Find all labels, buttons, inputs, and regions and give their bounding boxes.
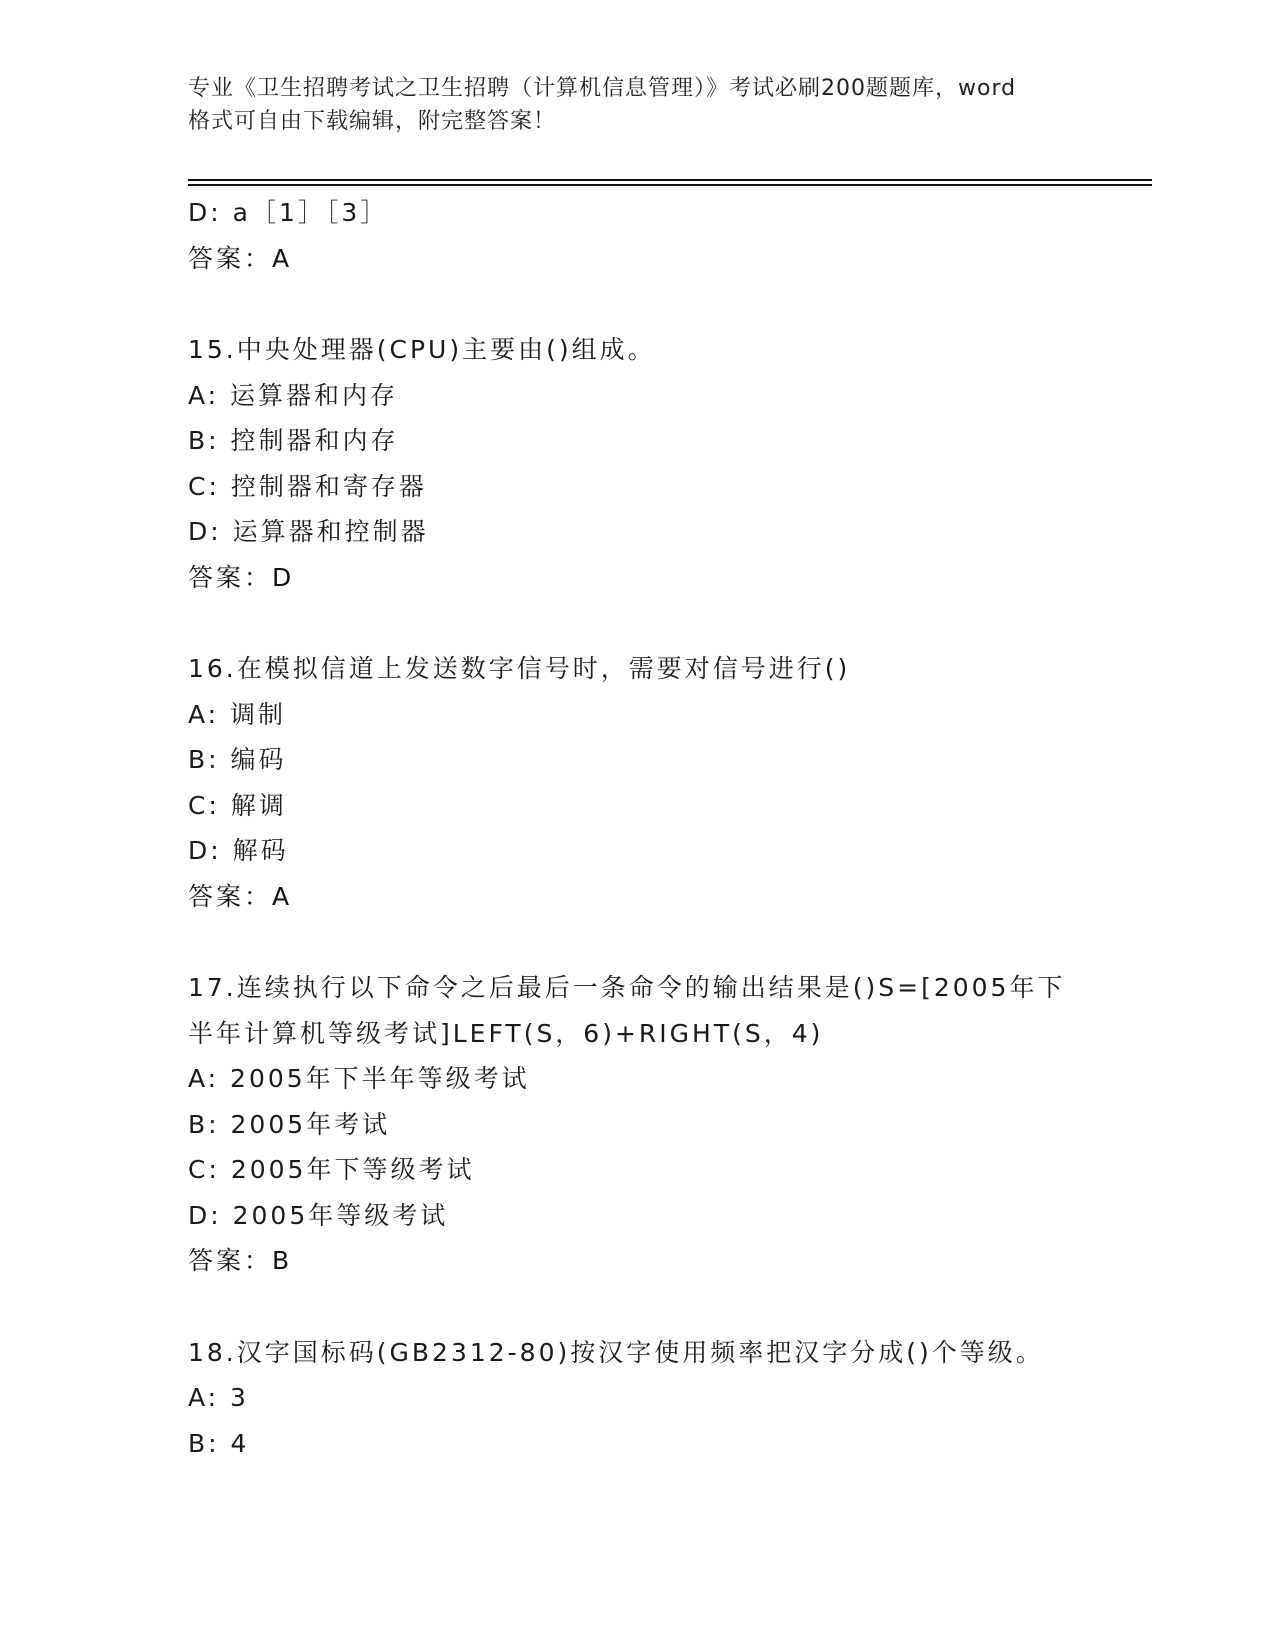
spacer <box>188 281 1148 327</box>
option-c: C: 2005年下等级考试 <box>188 1155 475 1184</box>
option-d: D: a［1］［3］ <box>188 198 389 227</box>
question-list <box>188 190 1148 1466</box>
option-d: D: 解码 <box>188 836 289 865</box>
option-d: D: 运算器和控制器 <box>188 517 429 546</box>
spacer <box>188 600 1148 646</box>
question-stem: 15.中央处理器(CPU)主要由()组成。 <box>188 335 656 364</box>
header-divider-bottom <box>188 184 1152 186</box>
option-b: B: 2005年考试 <box>188 1109 391 1139</box>
question-stem: 18.汉字国标码(GB2312-80)按汉字使用频率把汉字分成()个等级。 <box>188 1337 1044 1367</box>
option-a: A: 3 <box>188 1383 249 1412</box>
answer-line: 答案：A <box>188 243 293 273</box>
option-a: A: 2005年下半年等级考试 <box>188 1064 530 1093</box>
option-b: B: 4 <box>188 1428 250 1458</box>
answer-line: 答案：A <box>188 881 293 911</box>
answer-line: 答案：D <box>188 562 295 592</box>
option-b: B: 控制器和内存 <box>188 426 399 455</box>
question-stem: 16.在模拟信道上发送数字信号时，需要对信号进行() <box>188 654 851 683</box>
question-18 <box>188 1330 1148 1467</box>
answer-line: 答案：B <box>188 1246 293 1275</box>
question-17 <box>188 965 1148 1284</box>
option-c: C: 解调 <box>188 790 287 820</box>
spacer <box>188 919 1148 965</box>
question-15 <box>188 327 1148 600</box>
question-16 <box>188 646 1148 919</box>
option-a: A: 运算器和内存 <box>188 380 399 410</box>
option-b: B: 编码 <box>188 745 287 774</box>
header-line-1: 专业《卫生招聘考试之卫生招聘（计算机信息管理）》考试必刷200题题库，word <box>188 76 1017 101</box>
question-stem-continued: 半年计算机等级考试]LEFT(S，6)+RIGHT(S，4) <box>188 1018 824 1048</box>
option-c: C: 控制器和寄存器 <box>188 471 427 501</box>
header-divider-top <box>188 179 1152 181</box>
question-14-tail <box>188 190 1148 281</box>
question-stem: 17.连续执行以下命令之后最后一条命令的输出结果是()S=[2005年下 <box>188 973 1066 1002</box>
option-d: D: 2005年等级考试 <box>188 1200 449 1230</box>
document-header <box>188 72 1088 138</box>
spacer <box>188 1284 1148 1330</box>
header-line-2: 格式可自由下载编辑，附完整答案！ <box>188 109 557 134</box>
option-a: A: 调制 <box>188 699 287 729</box>
